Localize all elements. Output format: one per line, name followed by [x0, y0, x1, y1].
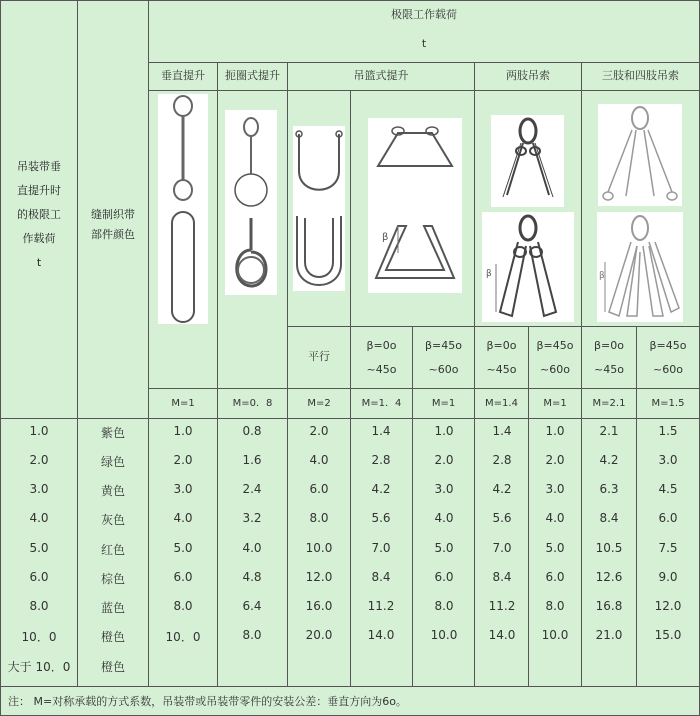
row-load-value: 5.6: [371, 511, 391, 525]
angle-basket-45-60: [413, 327, 474, 388]
row-wll-value: 1.0: [29, 424, 49, 438]
color-header-line: 部件颜色: [91, 228, 135, 241]
three-four-leg-sling-angled-icon: [597, 212, 683, 322]
row-load-value: 7.5: [658, 541, 678, 555]
group-two-leg: 两肢吊索: [506, 69, 550, 83]
row-load-value: 4.8: [242, 570, 262, 584]
row-load-value: 7.0: [371, 541, 391, 555]
svg-text:β: β: [599, 271, 605, 281]
row-load-value: 3.2: [242, 511, 262, 525]
row-load-value: 9.0: [658, 570, 678, 584]
row-load-value: 2.0: [309, 424, 329, 438]
color-header-line: 缝制织带: [91, 208, 135, 221]
row-load-value: 2.0: [545, 453, 565, 467]
row-wll-value: 2.0: [29, 453, 49, 467]
mode-factor: M=1．4: [361, 398, 402, 409]
row-load-value: 8.0: [309, 511, 329, 525]
row-load-value: 2.0: [434, 453, 454, 467]
row-wll-value: 大于 10．0: [7, 660, 71, 674]
row-color-name: 红色: [100, 543, 125, 557]
angle-label: ~60o: [428, 362, 459, 376]
row-wll-value: 6.0: [29, 570, 49, 584]
three-four-leg-sling-icon: [598, 104, 682, 206]
row-load-value: 4.2: [599, 453, 619, 467]
mode-factor: M=1.4: [485, 398, 518, 409]
svg-text:β: β: [382, 232, 389, 243]
row-load-value: 4.5: [658, 482, 678, 496]
row-load-value: 21.0: [595, 628, 623, 642]
basket-hitch-parallel-icon: [293, 126, 345, 291]
row-load-value: 6.0: [545, 570, 565, 584]
row-load-value: 12.0: [654, 599, 682, 613]
angle-label: β=0o: [486, 338, 517, 352]
row-load-value: 4.0: [173, 511, 193, 525]
wll-header-line: 吊装带垂: [17, 160, 61, 173]
angle-label: β=45o: [649, 338, 687, 352]
row-load-value: 11.2: [488, 599, 516, 613]
row-load-value: 6.4: [242, 599, 262, 613]
row-load-value: 14.0: [367, 628, 395, 642]
mode-factor: M=1.5: [651, 398, 685, 409]
row-load-value: 11.2: [367, 599, 395, 613]
row-load-value: 6.0: [658, 511, 678, 525]
row-load-value: 3.0: [658, 453, 678, 467]
angle-two-leg-0-45: [475, 327, 528, 388]
row-color-name: 橙色: [100, 630, 125, 644]
row-load-value: 12.6: [595, 570, 623, 584]
wll-header-line: t: [36, 256, 42, 269]
angle-label: β=0o: [366, 338, 397, 352]
row-wll-value: 5.0: [29, 541, 49, 555]
row-load-value: 16.0: [305, 599, 333, 613]
row-load-value: 5.0: [434, 541, 454, 555]
row-load-value: 8.0: [545, 599, 565, 613]
row-load-value: 7.0: [492, 541, 512, 555]
vertical-sling-icon: [158, 94, 208, 324]
row-load-value: 16.8: [595, 599, 623, 613]
mode-factor: M=1: [171, 398, 195, 409]
row-load-value: 4.0: [434, 511, 454, 525]
row-load-value: 1.0: [545, 424, 565, 438]
row-color-name: 灰色: [100, 513, 125, 527]
header-unit: t: [421, 36, 427, 50]
row-load-value: 8.4: [599, 511, 619, 525]
row-load-value: 4.0: [242, 541, 262, 555]
row-load-value: 1.5: [658, 424, 678, 438]
row-load-value: 15.0: [654, 628, 682, 642]
two-leg-sling-icon: [491, 115, 564, 207]
mode-factor: M=0．8: [232, 398, 273, 409]
row-load-value: 10．0: [165, 630, 201, 644]
wll-column-header: [1, 140, 77, 290]
color-column-header: [78, 205, 148, 245]
row-color-name: 棕色: [100, 572, 125, 586]
row-load-value: 0.8: [242, 424, 262, 438]
row-load-value: 4.0: [309, 453, 329, 467]
row-load-value: 4.0: [545, 511, 565, 525]
row-load-value: 6.0: [434, 570, 454, 584]
angle-basket-0-45: [351, 327, 412, 388]
row-load-value: 1.6: [242, 453, 262, 467]
angle-two-leg-45-60: [529, 327, 581, 388]
mode-factor: M=1: [431, 398, 456, 409]
row-load-value: 1.4: [371, 424, 391, 438]
angle-label: β=0o: [594, 338, 624, 352]
row-color-name: 紫色: [100, 426, 125, 440]
row-wll-value: 8.0: [29, 599, 49, 613]
row-wll-value: 10．0: [21, 630, 57, 644]
row-color-name: 橙色: [100, 660, 125, 674]
angle-label: ~45o: [366, 362, 397, 376]
row-load-value: 1.0: [434, 424, 454, 438]
row-color-name: 绿色: [100, 455, 125, 469]
row-load-value: 8.0: [434, 599, 454, 613]
row-load-value: 3.0: [434, 482, 454, 496]
row-load-value: 5.0: [173, 541, 193, 555]
row-load-value: 12.0: [305, 570, 333, 584]
row-load-value: 2.4: [242, 482, 262, 496]
group-choke: 扼圈式提升: [225, 69, 280, 83]
footnote: 注： M=对称承载的方式系数，吊装带或吊装带零件的安装公差：垂直方向为6o。: [8, 695, 407, 708]
row-load-value: 10.0: [541, 628, 569, 642]
row-load-value: 2.8: [371, 453, 391, 467]
row-load-value: 5.6: [492, 511, 512, 525]
angle-label: ~45o: [486, 362, 517, 376]
mode-factor: M=2: [307, 398, 331, 409]
row-load-value: 6.3: [599, 482, 619, 496]
row-load-value: 2.1: [599, 424, 619, 438]
group-three-four-leg: 三肢和四肢吊索: [602, 69, 679, 83]
row-load-value: 2.0: [173, 453, 193, 467]
row-load-value: 10.0: [305, 541, 333, 555]
mode-factor: M=1: [543, 398, 567, 409]
row-wll-value: 4.0: [29, 511, 49, 525]
row-load-value: 8.4: [492, 570, 512, 584]
group-vertical: 垂直提升: [161, 69, 205, 83]
choke-hitch-icon: [225, 110, 277, 295]
wll-header-line: 的极限工: [17, 208, 61, 221]
row-load-value: 10.5: [595, 541, 623, 555]
row-load-value: 1.0: [173, 424, 193, 438]
two-leg-sling-angled-icon: [482, 212, 574, 322]
row-load-value: 3.0: [545, 482, 565, 496]
row-load-value: 14.0: [488, 628, 516, 642]
row-load-value: 3.0: [173, 482, 193, 496]
angle-label: β=45o: [536, 338, 574, 352]
row-load-value: 10.0: [430, 628, 458, 642]
angle-label: ~60o: [653, 362, 683, 376]
basket-hitch-angled-icon: [368, 118, 462, 293]
angle-label: ~45o: [594, 362, 624, 376]
row-load-value: 4.2: [371, 482, 391, 496]
row-load-value: 6.0: [309, 482, 329, 496]
angle-parallel: 平行: [308, 350, 330, 364]
group-basket: 吊篮式提升: [353, 69, 409, 83]
mode-factor: M=2.1: [592, 398, 626, 409]
row-wll-value: 3.0: [29, 482, 49, 496]
angle-multi-leg-0-45: [582, 327, 636, 388]
svg-text:β: β: [486, 269, 492, 279]
row-color-name: 蓝色: [100, 601, 125, 615]
row-load-value: 8.0: [242, 628, 262, 642]
angle-multi-leg-45-60: [637, 327, 699, 388]
angle-label: ~60o: [540, 362, 570, 376]
row-color-name: 黄色: [100, 484, 125, 498]
row-load-value: 4.2: [492, 482, 512, 496]
row-load-value: 5.0: [545, 541, 565, 555]
row-load-value: 8.0: [173, 599, 193, 613]
angle-label: β=45o: [425, 338, 462, 352]
row-load-value: 6.0: [173, 570, 193, 584]
wll-header-line: 直提升时: [17, 184, 61, 197]
row-load-value: 20.0: [305, 628, 333, 642]
header-title: 极限工作载荷: [391, 7, 457, 21]
row-load-value: 8.4: [371, 570, 391, 584]
row-load-value: 2.8: [492, 453, 512, 467]
wll-header-line: 作载荷: [22, 232, 56, 245]
row-load-value: 1.4: [492, 424, 512, 438]
